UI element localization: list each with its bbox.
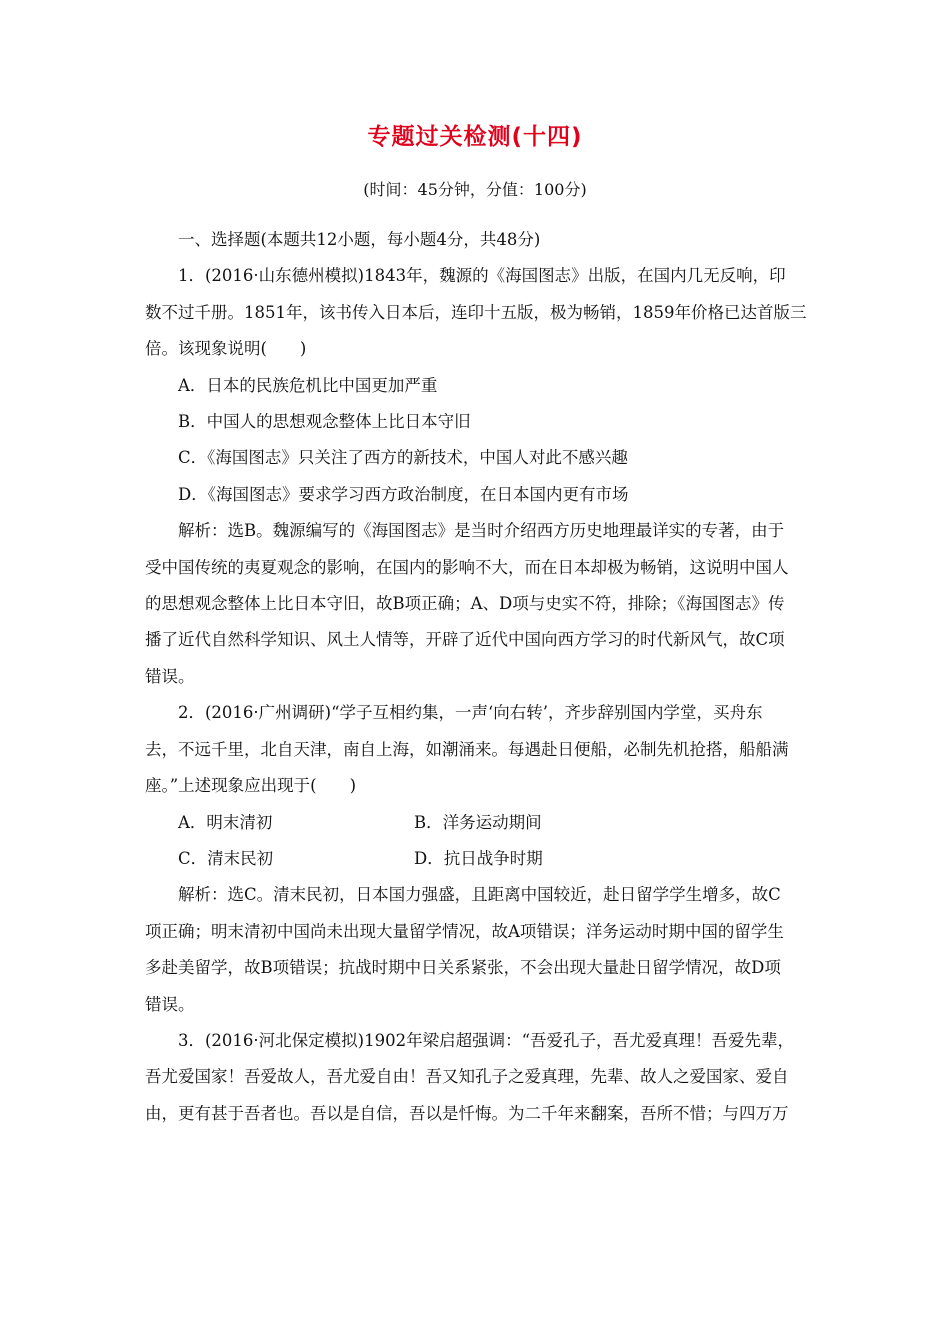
q2-stem-line: 去，不远千里，北自天津，南自上海，如潮涌来。每遇赴日便船，必制先机抢搭，船船满 [145, 739, 789, 759]
q1-option-a: A．日本的民族危机比中国更加严重 [178, 375, 438, 395]
q2-options-row [145, 805, 809, 841]
q1-option-d: D．《海国图志》要求学习西方政治制度，在日本国内更有市场 [178, 484, 629, 504]
q2-analysis-line: 错误。 [145, 994, 195, 1014]
q1-analysis-line: 的思想观念整体上比日本守旧，故B项正确；A、D项与史实不符，排除；《海国图志》传 [145, 594, 785, 614]
q2-analysis-line: 项正确；明末清初中国尚未出现大量留学情况，故A项错误；洋务运动时期中国的留学生 [145, 921, 784, 941]
q2-option-c: C．清末民初 [178, 848, 274, 868]
q1-analysis-line: 播了近代自然科学知识、风土人情等，开辟了近代中国向西方学习的时代新风气，故C项 [145, 630, 785, 650]
document-subtitle: (时间：45分钟，分值：100分) [363, 180, 587, 199]
q1-option-b: B．中国人的思想观念整体上比日本守旧 [178, 412, 471, 432]
q1-analysis-line: 解析：选B。魏源编写的《海国图志》是当时介绍西方历史地理最详实的专著，由于 [178, 521, 785, 541]
q1-stem-line: 1．(2016·山东德州模拟)1843年，魏源的《海国图志》出版，在国内几无反响，印 [178, 266, 786, 286]
q1-stem-line: 数不过千册。1851年，该书传入日本后，连印十五版，极为畅销，1859年价格已达首版三 [145, 302, 807, 322]
q1-analysis-line: 受中国传统的夷夏观念的影响，在国内的影响不大，而在日本却极为畅销，这说明中国人 [145, 557, 789, 577]
q2-stem-line: 2．(2016·广州调研)“学子互相约集，一声‘向右转’，齐步辞别国内学堂，买舟东 [178, 703, 763, 723]
q3-stem-line: 3．(2016·河北保定模拟)1902年梁启超强调：“吾爱孔子，吾尤爱真理！吾爱先辈， [178, 1030, 795, 1050]
q2-stem-line: 座。”上述现象应出现于( ) [145, 776, 357, 796]
document-title: 专题过关检测(十四) [367, 124, 583, 150]
q2-option-a: A．明末清初 [178, 812, 273, 832]
q3-stem-line: 由，更有甚于吾者也。吾以是自信，吾以是忏悔。为二千年来翻案，吾所不惜；与四万万 [145, 1103, 789, 1123]
q2-analysis-line: 解析：选C。清末民初，日本国力强盛，且距离中国较近，赴日留学学生增多，故C [178, 885, 781, 905]
q1-analysis-line: 错误。 [145, 666, 195, 686]
q2-option-b: B．洋务运动期间 [414, 812, 542, 832]
q1-option-c: C．《海国图志》只关注了西方的新技术，中国人对此不感兴趣 [178, 448, 628, 468]
q1-stem-line: 倍。该现象说明( ) [145, 339, 307, 359]
q3-stem-line: 吾尤爱国家！吾爱故人，吾尤爱自由！吾又知孔子之爱真理，先辈、故人之爱国家、爱自 [145, 1067, 789, 1087]
q2-option-d: D．抗日战争时期 [414, 848, 543, 868]
section-heading: 一、选择题(本题共12小题，每小题4分，共48分) [178, 230, 541, 249]
document-body [145, 222, 809, 1132]
q2-analysis-line: 多赴美留学，故B项错误；抗战时期中日关系紧张，不会出现大量赴日留学情况，故D项 [145, 958, 781, 978]
q2-options-row [145, 841, 809, 877]
